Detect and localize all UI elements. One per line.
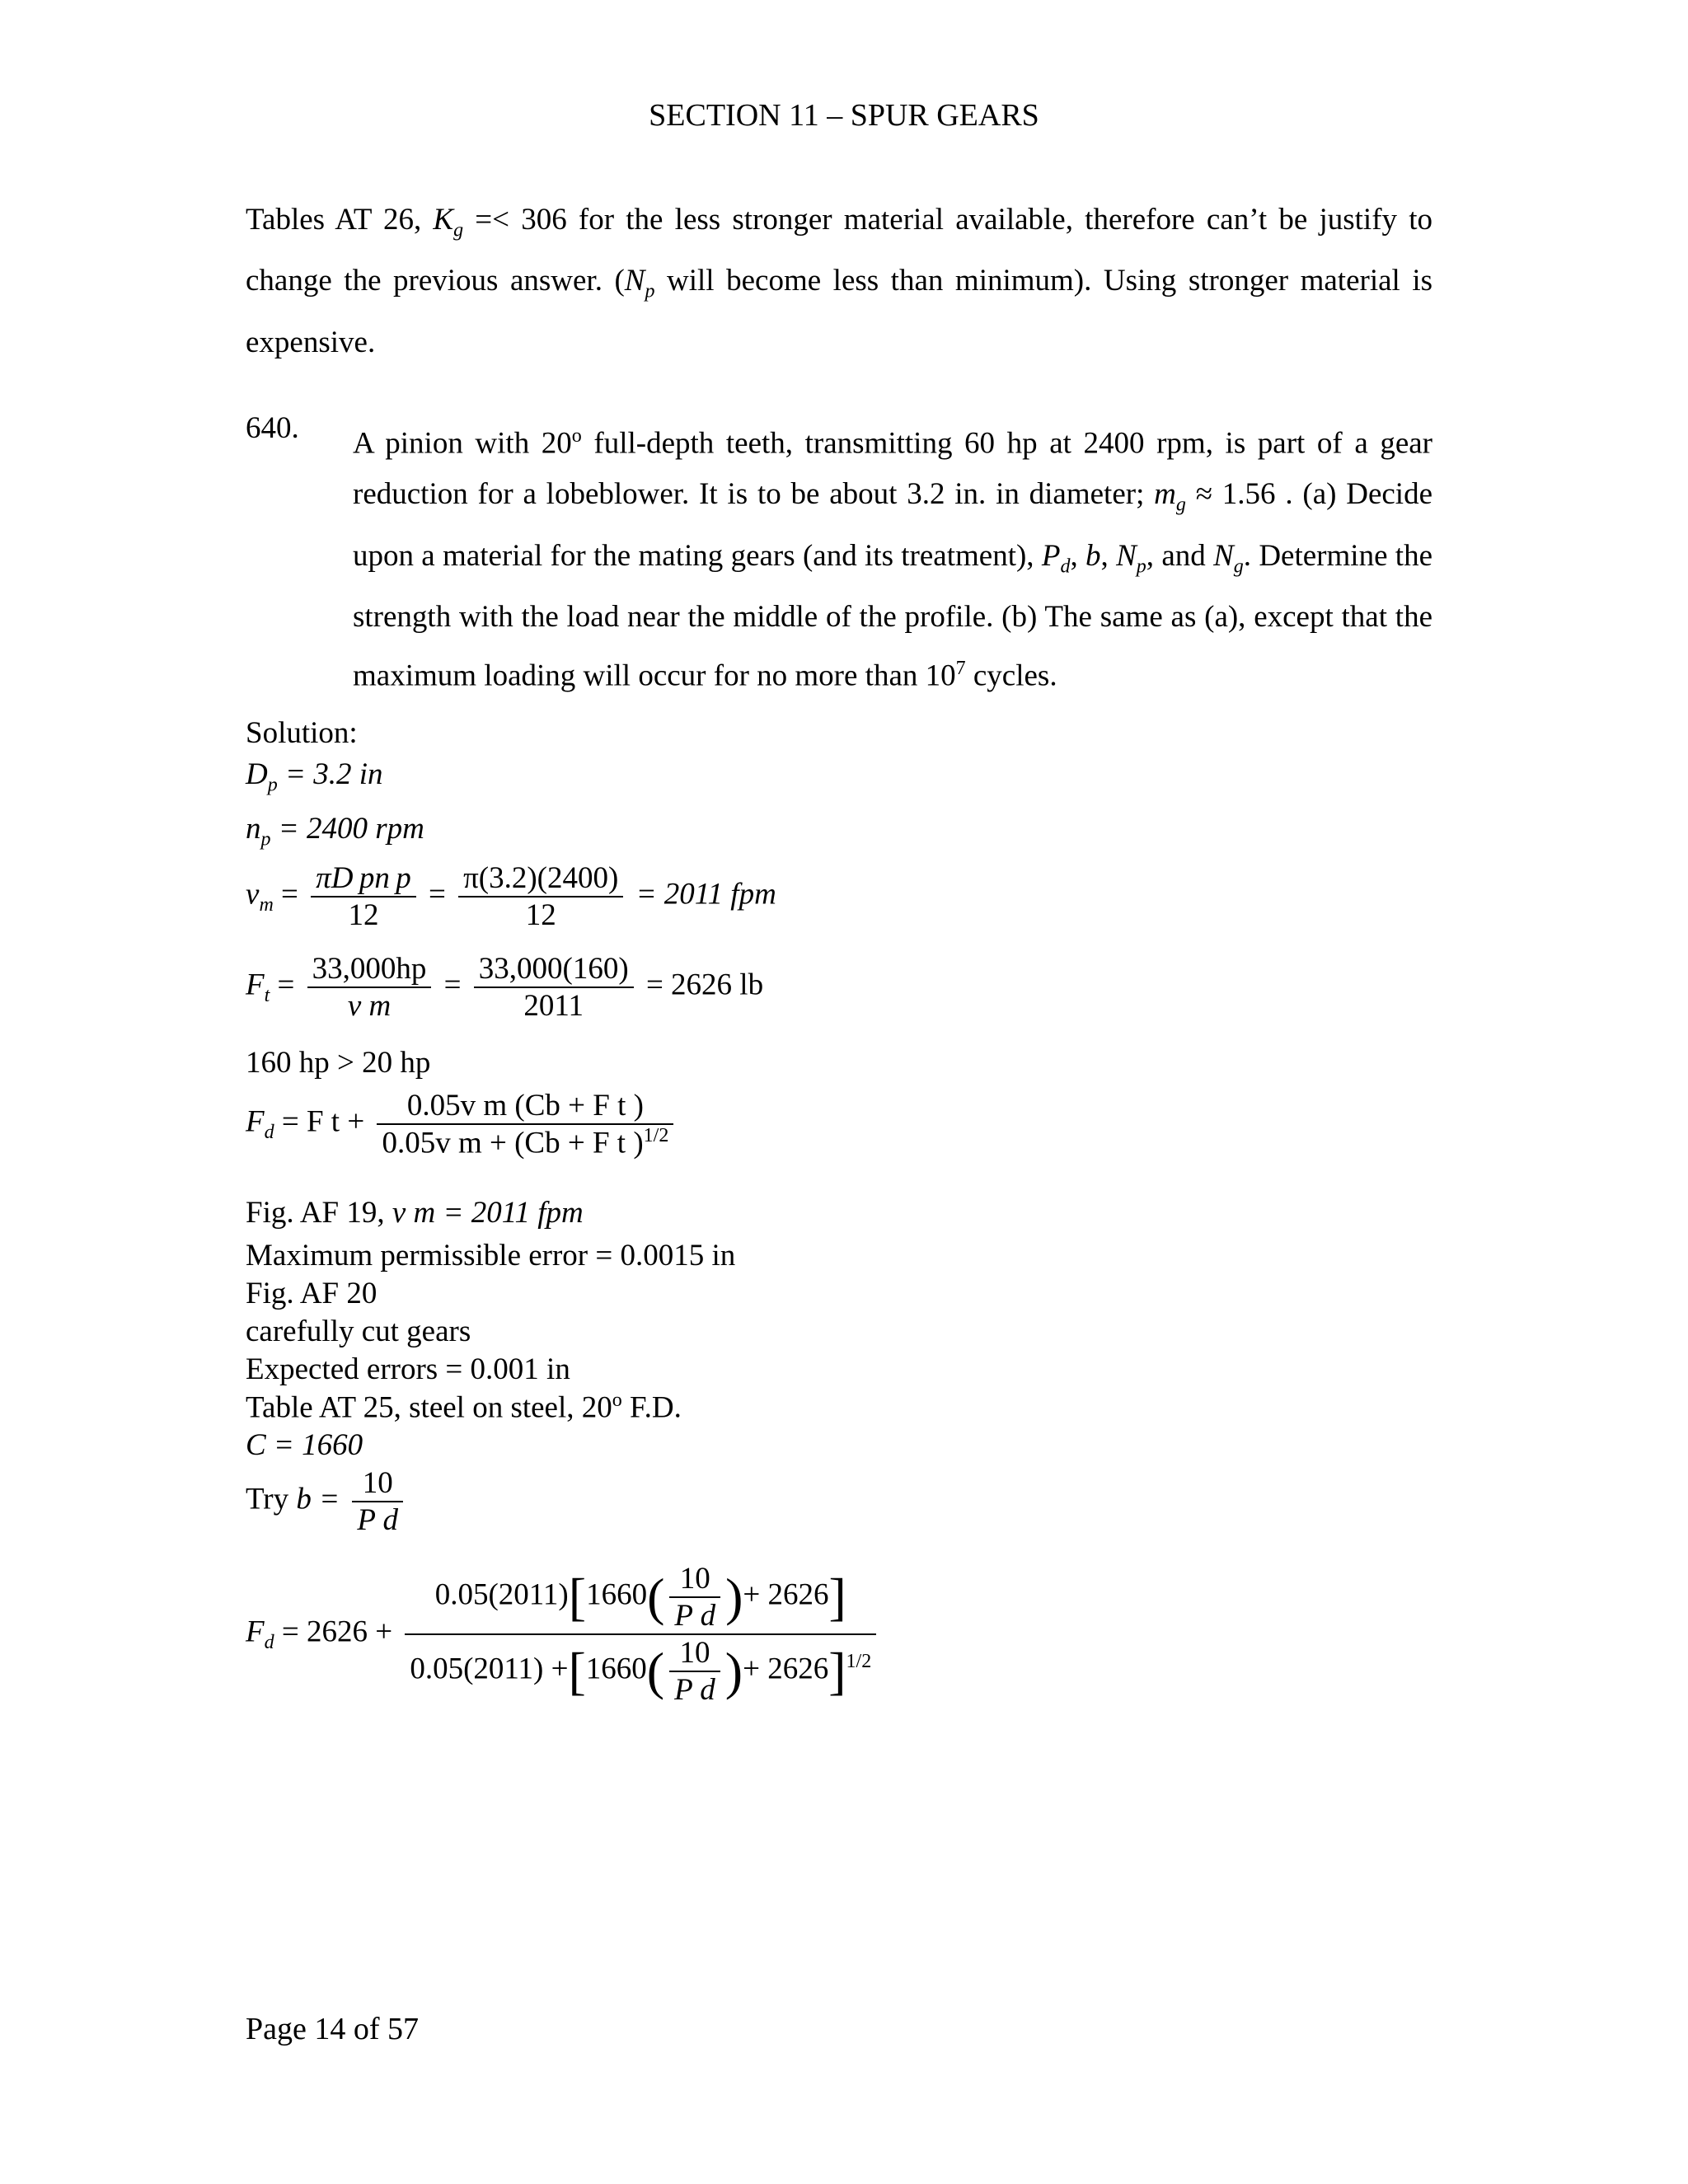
table-at25: Table AT 25, steel on steel, 20$^o$ F.D. [246, 1390, 682, 1425]
careful-cut: carefully cut gears [246, 1315, 471, 1348]
expected-errors: Expected errors = 0.001 in [246, 1352, 570, 1386]
section-header: SECTION 11 – SPUR GEARS [649, 98, 1039, 133]
eq-fd: $F_d = F$ t + $\frac{\text{0.05v m (Cb + F t )}}{0.05v m + (Cb + F t )^{1/2}}$ [246, 1088, 678, 1160]
eq-np: $n_p = 2400$ rpm [246, 812, 424, 851]
solution-label: Solution: [246, 716, 358, 750]
eq-vm: $v_m$ = $\frac{\text{πD pn p}}{12}$ = $\frac{\pi(3.2)(2400)}{12}$ = 2011 fpm [246, 861, 776, 932]
problem-number: 640. [246, 411, 299, 445]
hp-compare: 160 hp > 20 hp [246, 1046, 431, 1080]
try-b: Try b = $\frac{10}{\text{P d}}$ [246, 1465, 408, 1538]
intro-paragraph: Tables AT 26, $K_g =< 306$ for the less stronger material available, therefore can’t be justify to change the previous answer. ($N_p$ will become less than minimum). Using stronger material is expensive. [246, 203, 1433, 359]
c-value: C = 1660 [246, 1428, 363, 1462]
fig-af19: Fig. AF 19, v m = 2011 fpm [246, 1196, 584, 1230]
fig-af20: Fig. AF 20 [246, 1277, 377, 1310]
page-footer: Page 14 of 57 [246, 2012, 420, 2046]
eq-fd-substituted: $F_d = 2626$ + 0.05(2011)[1660( $\frac{10}{\text{P d}}$ )+ 2626] 0.05(2011) +[1660( $\frac{10}{\text{P d}}$ )+ 2626]$^{1/2}$ [246, 1561, 881, 1708]
eq-ft: $F_t$ = $\frac{33,000hp}{\text{v m}}$ = $\frac{33,000(160)}{2011}$ = 2626 lb [246, 952, 764, 1023]
problem-statement: A pinion with 20$^o$ full-depth teeth, transmitting 60 hp at 2400 rpm, is part of a gear reduction for a lobeblower. It is to be about 3.2 in. in diameter; $m_g \approx 1.56$ . (a) Decide upon a material for the mating gears (and its treatment), $P_d$, b, $N_p$, and $N_g$. Determine the strength with the load near the middle of the profile. (b) The same as (a), except that the maximum loading will occur for no more than $10^7$ cycles. [353, 425, 1433, 693]
eq-dp: $D_p = 3.2$ in [246, 757, 383, 796]
max-error: Maximum permissible error = 0.0015 in [246, 1239, 736, 1272]
